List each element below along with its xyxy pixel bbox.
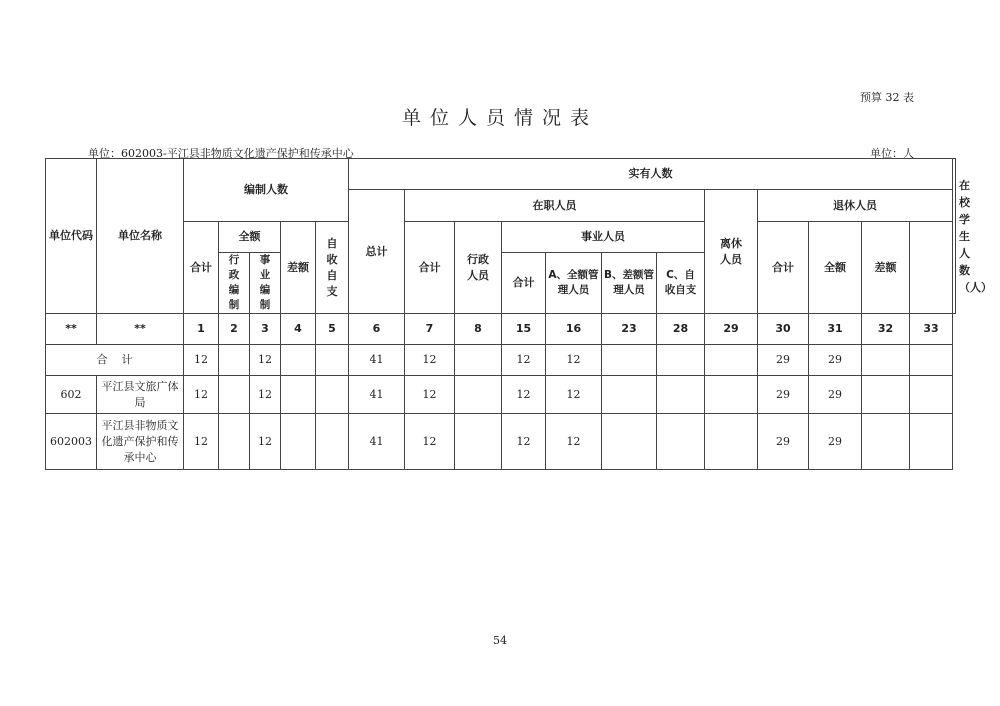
table-cell — [910, 345, 953, 376]
index-cell: 4 — [281, 314, 316, 345]
table-cell: 12 — [502, 345, 546, 376]
table-cell: 29 — [758, 376, 809, 414]
index-cell: 32 — [862, 314, 910, 345]
header-zongji: 总计 — [349, 190, 405, 314]
header-tuixiu-heji: 合计 — [758, 222, 809, 314]
index-cell: ** — [97, 314, 184, 345]
header-zaizhi-heji: 合计 — [405, 222, 455, 314]
table-cell — [219, 414, 250, 470]
table-cell — [316, 345, 349, 376]
table-cell — [455, 414, 502, 470]
unit-code-cell: 602 — [46, 376, 97, 414]
header-a-quane: A、全额管理人员 — [546, 253, 602, 314]
table-cell: 12 — [405, 345, 455, 376]
table-cell — [862, 376, 910, 414]
table-cell: 12 — [250, 376, 281, 414]
unit-info: 单位：602003-平江县非物质文化遗产保护和传承中心 — [88, 147, 354, 160]
table-cell: 29 — [809, 376, 862, 414]
index-cell: 16 — [546, 314, 602, 345]
table-cell: 29 — [809, 345, 862, 376]
index-cell: 29 — [705, 314, 758, 345]
index-cell: 23 — [602, 314, 657, 345]
table-cell: 29 — [809, 414, 862, 470]
table-cell — [657, 376, 705, 414]
total-row — [46, 345, 956, 376]
header-c-zishou: C、自收自支 — [657, 253, 705, 314]
page-number: 54 — [493, 634, 507, 647]
header-tuixiu-chae: 差额 — [862, 222, 910, 314]
unit-name-cell: 平江县非物质文化遗产保护和传承中心 — [97, 414, 184, 470]
table-cell: 12 — [502, 414, 546, 470]
table-cell — [705, 345, 758, 376]
header-unit-code: 单位代码 — [46, 159, 97, 314]
header-zaizhi: 在职人员 — [405, 190, 705, 222]
table-cell: 12 — [502, 376, 546, 414]
index-cell: ** — [46, 314, 97, 345]
header-shiye-heji: 合计 — [502, 253, 546, 314]
total-label: 合 计 — [46, 345, 184, 376]
header-bianzhi-chae: 差额 — [281, 222, 316, 314]
table-cell: 41 — [349, 414, 405, 470]
header-bianzhi-zishou: 自收自支 — [316, 222, 349, 314]
table-cell — [455, 376, 502, 414]
table-cell: 12 — [250, 345, 281, 376]
header-shiye-renyuan: 事业人员 — [502, 222, 705, 253]
header-zaixiao: 在校学生人数（人） — [953, 159, 956, 314]
table-cell — [455, 345, 502, 376]
table-cell: 12 — [405, 414, 455, 470]
unit-measure: 单位：人 — [870, 147, 914, 160]
table-cell — [219, 376, 250, 414]
table-cell: 12 — [184, 345, 219, 376]
index-cell: 6 — [349, 314, 405, 345]
table-cell: 29 — [758, 414, 809, 470]
personnel-table — [45, 158, 992, 470]
table-cell — [910, 376, 953, 414]
table-cell — [657, 345, 705, 376]
index-cell: 7 — [405, 314, 455, 345]
table-row — [46, 414, 956, 470]
table-cell: 41 — [349, 376, 405, 414]
index-cell: 31 — [809, 314, 862, 345]
table-cell: 12 — [546, 376, 602, 414]
header-b-chae: B、差额管理人员 — [602, 253, 657, 314]
header-tuixiu: 退休人员 — [758, 190, 953, 222]
index-cell: 33 — [910, 314, 953, 345]
table-cell — [281, 414, 316, 470]
header-shiye-bianzhi: 事业编制 — [250, 253, 281, 314]
table-cell — [219, 345, 250, 376]
unit-name-cell: 平江县文旅广体局 — [97, 376, 184, 414]
index-cell: 5 — [316, 314, 349, 345]
table-row — [46, 376, 956, 414]
table-cell — [657, 414, 705, 470]
page-title: 单位人员情况表 — [401, 107, 598, 129]
table-cell — [602, 376, 657, 414]
table-cell: 12 — [184, 376, 219, 414]
table-cell — [862, 414, 910, 470]
table-cell: 29 — [758, 345, 809, 376]
index-row — [46, 314, 956, 345]
index-cell: 15 — [502, 314, 546, 345]
table-cell: 12 — [546, 414, 602, 470]
table-cell — [910, 414, 953, 470]
table-cell — [705, 376, 758, 414]
table-cell — [602, 345, 657, 376]
table-cell — [316, 376, 349, 414]
header-unit-name: 单位名称 — [97, 159, 184, 314]
header-tuixiu-quane: 全额 — [809, 222, 862, 314]
table-cell — [862, 345, 910, 376]
index-cell: 8 — [455, 314, 502, 345]
table-cell — [316, 414, 349, 470]
header-xingzheng-bianzhi: 行政编制 — [219, 253, 250, 314]
header-bianzhi-heji: 合计 — [184, 222, 219, 314]
table-number: 预算 32 表 — [860, 91, 914, 104]
table-cell: 12 — [184, 414, 219, 470]
table-cell — [602, 414, 657, 470]
index-cell: 3 — [250, 314, 281, 345]
table-cell: 41 — [349, 345, 405, 376]
header-xingzheng-renyuan: 行政人员 — [455, 222, 502, 314]
table-cell — [705, 414, 758, 470]
index-cell: 2 — [219, 314, 250, 345]
table-cell — [281, 376, 316, 414]
index-cell: 30 — [758, 314, 809, 345]
header-bianzhi-quane: 全额 — [219, 222, 281, 253]
table-cell: 12 — [546, 345, 602, 376]
table-cell — [281, 345, 316, 376]
unit-code-cell: 602003 — [46, 414, 97, 470]
table-cell: 12 — [250, 414, 281, 470]
index-cell: 1 — [184, 314, 219, 345]
header-bianzhi: 编制人数 — [184, 159, 349, 222]
header-lixiu: 离休人员 — [705, 190, 758, 314]
index-cell: 28 — [657, 314, 705, 345]
header-shiyou: 实有人数 — [349, 159, 953, 190]
table-cell: 12 — [405, 376, 455, 414]
